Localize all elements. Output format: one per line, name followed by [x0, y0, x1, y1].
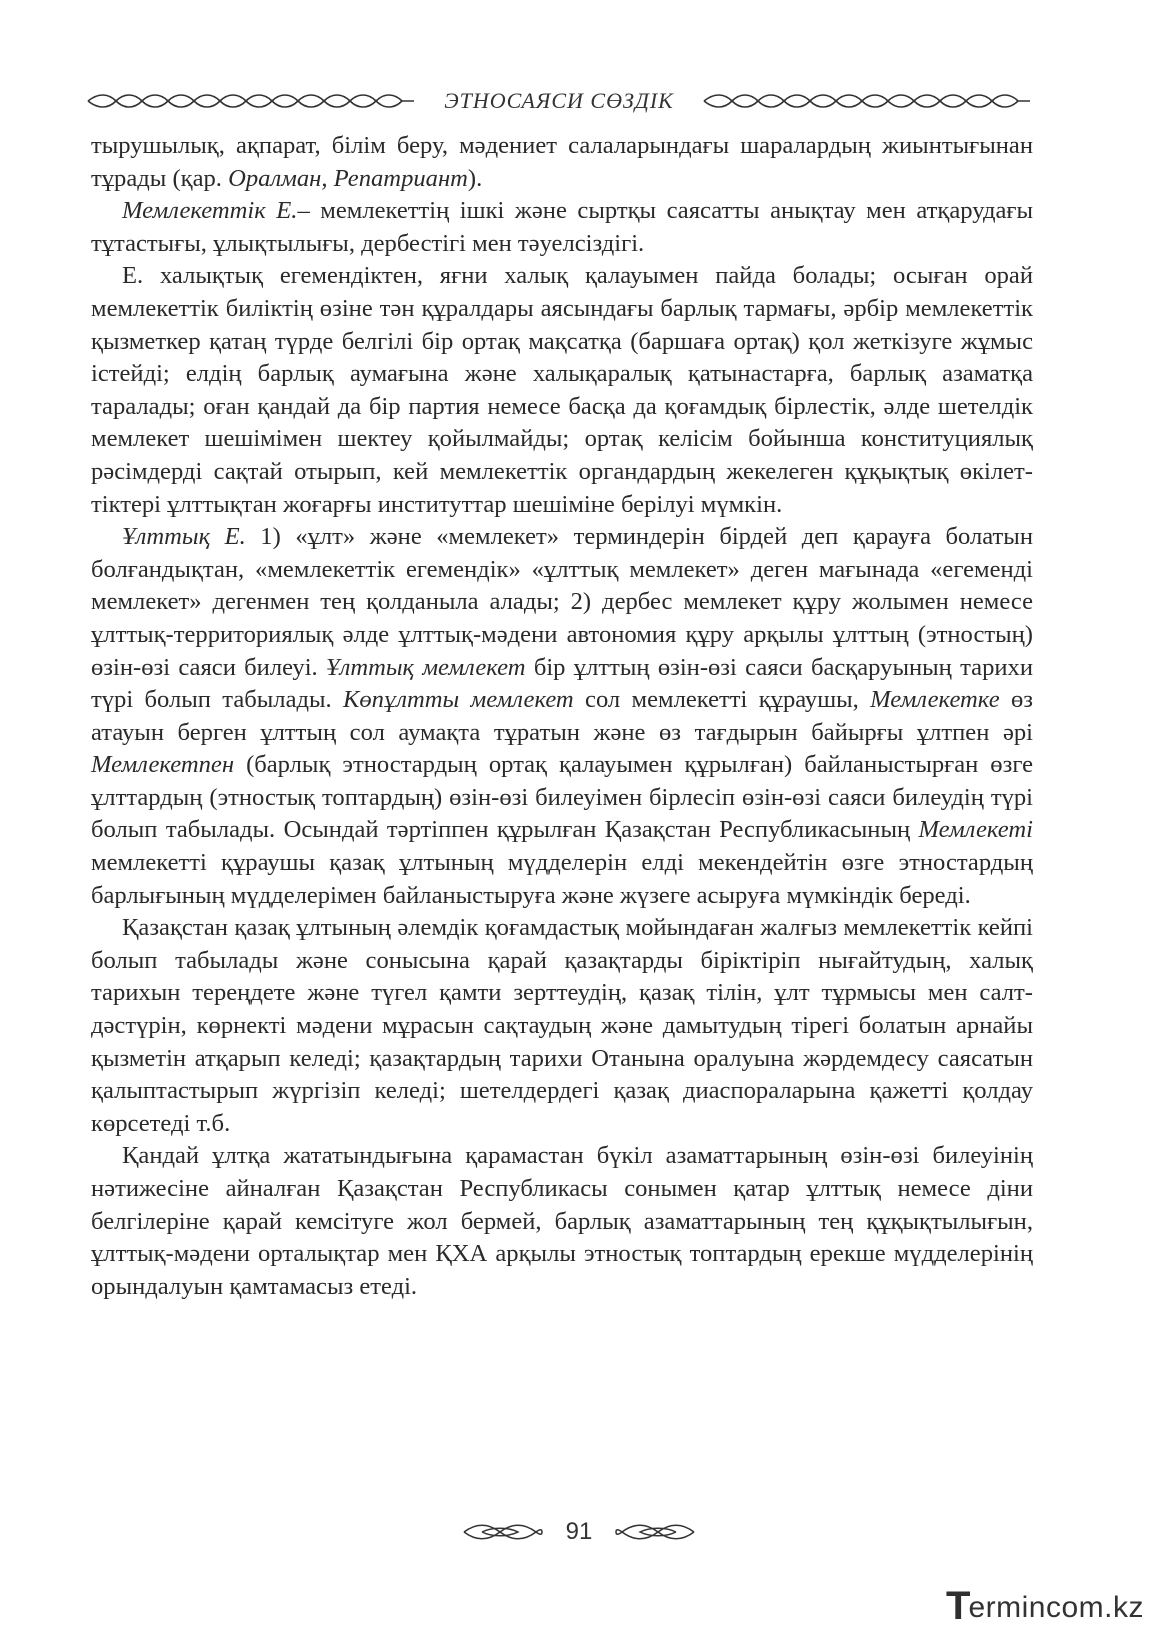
watermark-text: ermincom.kz [968, 1591, 1144, 1624]
footer-flourish-right-icon [614, 1521, 696, 1543]
text-run: – мемлекеттің ішкі және сыртқы саясатты анықтау мен атқарудағы тұтастығы, ұлықтылығы, дербестігі мен тәуелсіздігі. [91, 197, 1033, 257]
italic-term: Мемлекеті [918, 816, 1033, 844]
italic-term: Оралман, Репатриант [228, 164, 468, 192]
text-run: ). [467, 164, 483, 192]
italic-term: Мемлекетке [870, 686, 1000, 714]
page-footer [0, 1512, 1158, 1552]
page-header [86, 86, 1032, 116]
paragraph [91, 195, 1033, 260]
paragraph [91, 912, 1033, 1140]
text-run: Е. халықтық егемендіктен, яғни халық қалауымен пайда болады; осыған орай мемлекеттік биліктің өзіне тән құралдары аясындағы барлық тармағы, әрбір мемлекеттік қызметкер қатаң түрде белгілі бір ортақ мақсатқа (баршаға ортақ) қол жеткізуге жұмыс істейді; елдің барлық аумағына және халықаралық қатынастарға, барлық азаматқа таралады; оған қандай да бір партия немесе басқа да қоғамдық бірлестік, әлде шетелдік мемлекет шешімімен шектеу қойылмайды; ортақ келісім бойынша конституциялық рәсімдерді сақтай отырып, кей мемлекеттік органдардың жекелеген құқықтық өкілеттіктері ұлттықтан жоғарғы институттар шешіміне берілуі мүмкін. [91, 262, 1033, 518]
article-body [91, 130, 1033, 1303]
running-title: ЭТНОСАЯСИ СӨЗДІК [444, 88, 674, 113]
header-ornament-right-icon [702, 91, 1032, 111]
text-run: сол мемлекетті құраушы, [573, 686, 871, 714]
text-run: мемлекетті құраушы қазақ ұлтының мүдделерін елді мекендейтін өзге этностардың барлығының мүдделерімен байланыстыруға және жүзеге асыруға мүмкіндік береді. [91, 849, 1033, 909]
watermark-logo-letter: T [946, 1583, 971, 1628]
text-run: өз атауын берген ұлттың сол аумақта тұратын және өз тағдырын байырғы ұлтпен әрі [91, 686, 1033, 746]
footer-flourish-left-icon [462, 1521, 544, 1543]
text-run: 1) «ұлт» және «мемлекет» терминдерін бірдей деп қарауға болатын болғандықтан, «мемлекеттік егемендік» «ұлттық мемлекет» деген мағынада «егеменді мемлекет» дегенмен тең қолданыла алады; 2) дербес мемлекет құру жолымен немесе ұлттық-территориялық әлде ұлттық-мәдени автономия құру арқылы ұлттың (этностың) өзін-өзі саяси билеуі. [91, 523, 1033, 681]
italic-term: Мемлекетпен [91, 751, 235, 779]
paragraph [91, 521, 1033, 912]
header-ornament-left-icon [86, 91, 416, 111]
site-watermark [946, 1583, 1144, 1628]
page-number: 91 [565, 1518, 593, 1545]
text-run: Қазақстан қазақ ұлтының әлемдік қоғамдастық мойындаған жалғыз мемлекеттік кейпі болып табылады және сонысына қарай қазақтарды біріктіріп нығайтудың, халық тарихын тереңдете және түгел қамти зерттеудің, қазақ тілін, ұлт тұрмысы мен салт-дәстүрін, көрнекті мәдени мұрасын сақтаудың және дамытудың тірегі болатын арнайы қызметін атқарып келеді; қазақтардың тарихи Отанына оралуына жәрдемдесу саясатын қалыптастырып жүргізіп келеді; шетелдердегі қазақ диаспораларына қажетті қолдау көрсетеді т.б. [91, 914, 1033, 1137]
italic-term: Көпұлтты мемлекет [343, 686, 574, 714]
paragraph [91, 130, 1033, 195]
italic-term: Ұлттық мемлекет [325, 653, 526, 681]
italic-term: Ұлттық Е. [122, 523, 246, 551]
text-run: тырушылық, ақпарат, білім беру, мәдениет салаларындағы шаралардың жиынтығынан тұрады (қар. [91, 132, 1033, 192]
italic-term: Мемлекеттік Е. [122, 197, 298, 225]
paragraph [91, 260, 1033, 521]
text-run: (барлық этностардың ортақ қалауымен құрылған) байланыстырған өзге ұлттардың (этностық топтардың) өзін-өзі билеуімен бірлесіп өзін-өзі саяси билеудің түрі болып табылады. Осындай тәртіппен құрылған Қазақстан Республикасының [91, 751, 1033, 844]
text-run: бір ұлттың өзін-өзі саяси басқаруының тарихи түрі болып табылады. [91, 653, 1033, 714]
text-run: Қандай ұлтқа жататындығына қарамастан бүкіл азаматтарының өзін-өзі билеуінің нәтижесіне айналған Қазақстан Республикасы сонымен қатар ұлттық немесе діни белгілеріне қарай кемсітуге жол бермей, барлық азаматтарының тең құқықтылығын, ұлттық-мәдени орталықтар мен ҚХА арқылы этностық топтардың ерекше мүдделерінің орындалуын қамтамасыз етеді. [91, 1142, 1033, 1300]
paragraph [91, 1140, 1033, 1303]
